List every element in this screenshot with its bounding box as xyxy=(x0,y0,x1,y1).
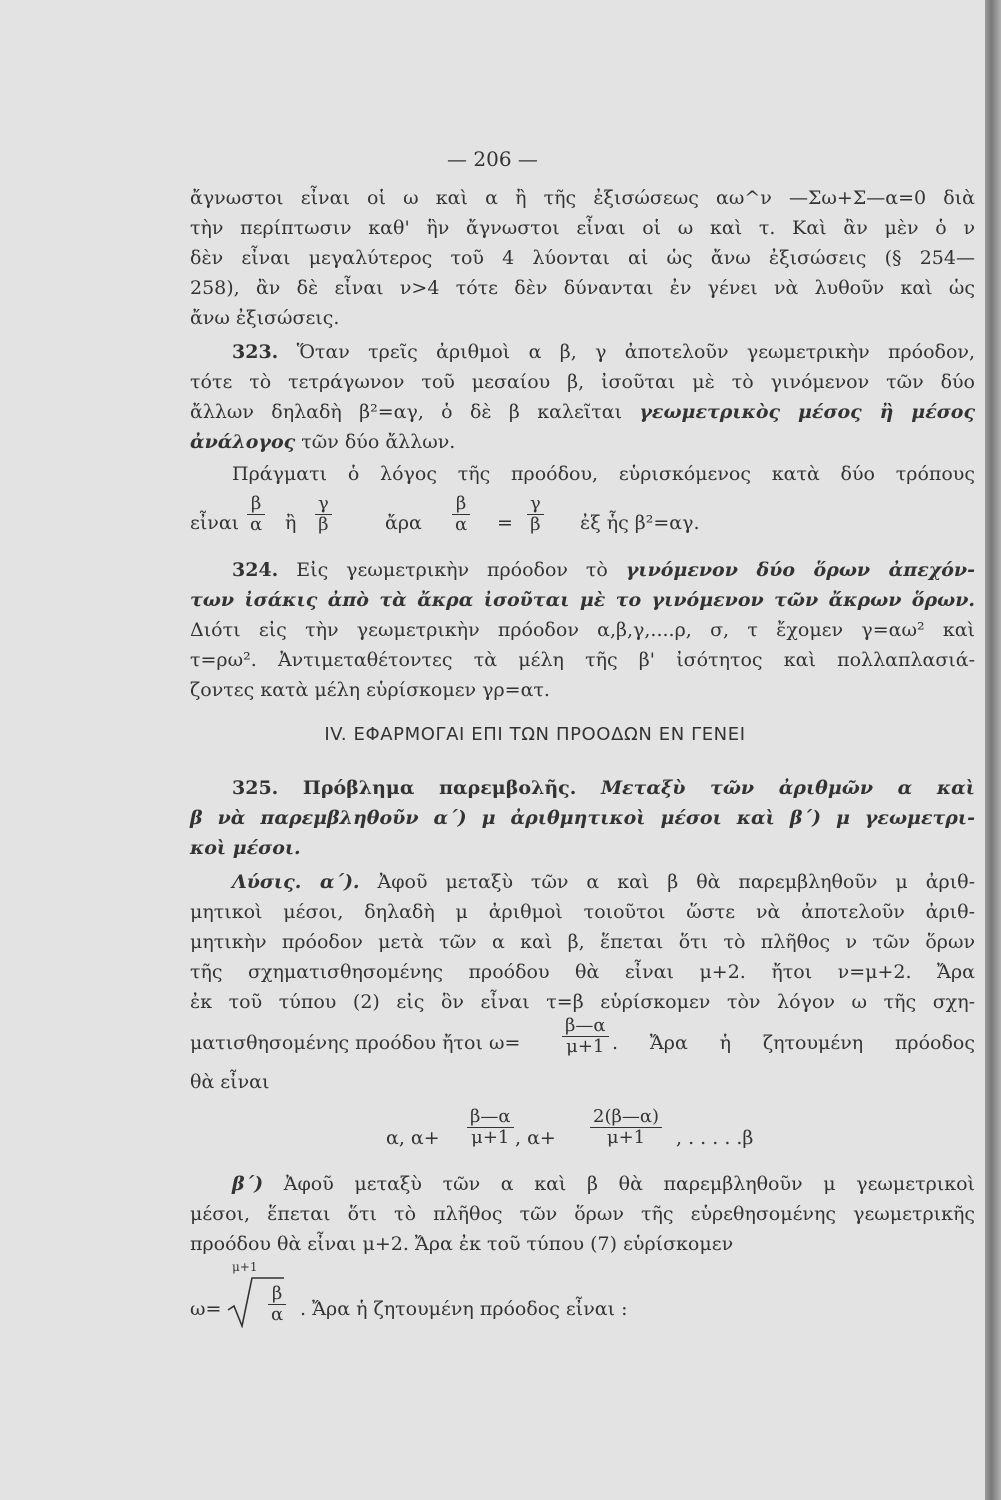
text-line: μητικὴν πρόοδον μετὰ τῶν α καὶ β, ἕπεται ὅτι τὸ πλῆθος ν τῶν ὅρων xyxy=(190,931,975,953)
text-line: ζοντες κατὰ μέλη εὑρίσκομεν γρ=ατ. xyxy=(190,679,550,701)
text-line: τῆς σχηματισθησομένης προόδου θὰ εἶναι μ+2. ἤτοι ν=μ+2. Ἄρα xyxy=(190,961,975,983)
text-line: τὴν περίπτωσιν καθ' ἣν ἄγνωστοι εἶναι οἱ ω καὶ τ. Καὶ ἂν μὲν ὁ ν xyxy=(190,217,975,239)
text-line: ἐκ τοῦ τύπου (2) εἰς ὃν εἶναι τ=β εὑρίσκομεν τὸν λόγον ω τῆς σχη- xyxy=(190,991,975,1013)
solution-line: Λύσις. α΄). Ἀφοῦ μεταξὺ τῶν α καὶ β θὰ παρεμβληθοῦν μ ἀριθ- xyxy=(232,871,976,893)
text-line: ἀνάλογος τῶν δύο ἄλλων. xyxy=(190,431,456,453)
text-line: των ἰσάκις ἀπὸ τὰ ἄκρα ἰσοῦται μὲ το γινόμενον τῶν ἄκρων ὅρων. xyxy=(190,589,975,611)
part-b-label: β΄) xyxy=(232,1173,264,1195)
text-line: . Ἄρα ἡ ζητουμένη πρόοδος εἶναι : xyxy=(300,1298,628,1320)
text-line: μέσοι, ἕπεται ὅτι τὸ πλῆθος τῶν ὅρων τῆς εὑρεθησομένης γεωμετρικῆς xyxy=(190,1203,975,1225)
page-edge xyxy=(985,0,1001,1500)
text-line: κοὶ μέσοι. xyxy=(190,837,301,859)
text-line: τ=ρω². Ἀντιμεταθέτοντες τὰ μέλη τῆς β' ἰσότητος καὶ πολλαπλασιά- xyxy=(190,649,975,671)
fraction: $\frac{\beta—\alpha}{\mu+1}$ xyxy=(467,1107,514,1148)
fraction: $\frac{\beta}{\alpha}$ xyxy=(247,494,265,535)
text-line: ματισθησομένης προόδου ἤτοι ω= xyxy=(190,1032,521,1054)
paragraph-325-line: 325. Πρόβλημα παρεμβολῆς. Μεταξὺ τῶν ἀριθμῶν α καὶ xyxy=(232,777,975,799)
section-heading: IV. ΕΦΑΡΜΟΓΑΙ ΕΠΙ ΤΩΝ ΠΡΟΟΔΩΝ ΕΝ ΓΕΝΕΙ xyxy=(324,724,746,745)
page-number: — 206 — xyxy=(447,147,538,171)
fraction-ratio: $\frac{\beta—\alpha}{\mu+1}$ xyxy=(562,1016,609,1057)
section-number-323: 323. xyxy=(232,341,279,363)
text-line: 258), ἂν δὲ εἶναι ν>4 τότε δὲν δύνανται ἐν γένει νὰ λυθοῦν καὶ ὡς xyxy=(190,277,975,299)
text-line: β νὰ παρεμβληθοῦν α΄) μ ἀριθμητικοὶ μέσοι καὶ β΄) μ γεωμετρι- xyxy=(190,807,975,829)
text-line: θὰ εἶναι xyxy=(190,1071,270,1093)
text-line: ἄνω ἐξισώσεις. xyxy=(190,307,340,329)
paragraph-324-line: 324. Εἰς γεωμετρικὴν πρόοδον τὸ γινόμενον δύο ὅρων ἀπεχόν- xyxy=(232,559,975,581)
fraction: $\frac{\gamma}{\beta}$ xyxy=(527,494,544,535)
text-line: Πράγματι ὁ λόγος τῆς προόδου, εὑρισκόμενος κατὰ δύο τρόπους xyxy=(232,463,975,485)
text-line: τότε τὸ τετράγωνον τοῦ μεσαίου β, ἰσοῦται μὲ τὸ γινόμενον τῶν δύο xyxy=(190,371,975,393)
section-number-324: 324. xyxy=(232,559,279,581)
text-line: δὲν εἶναι μεγαλύτερος τοῦ 4 λύονται αἱ ὡς ἄνω ἐξισώσεις (§ 254— xyxy=(190,247,975,269)
fraction: $\frac{\beta}{\alpha}$ xyxy=(452,494,470,535)
text-line: μητικοὶ μέσοι, δηλαδὴ μ ἀριθμοὶ τοιοῦτοι ὥστε νὰ ἀποτελοῦν ἀριθ- xyxy=(190,901,975,923)
term-geometric-mean: γεωμετρικὸς μέσος ἢ μέσος xyxy=(639,401,976,423)
problem-title: 325. Πρόβλημα παρεμβολῆς. xyxy=(232,777,577,799)
root-index: μ+1 xyxy=(232,1260,258,1274)
paragraph-323-line: 323. Ὅταν τρεῖς ἀριθμοὶ α β, γ ἀποτελοῦν γεωμετρικὴν πρόοδον, xyxy=(232,341,975,363)
text-line: ἄλλων δηλαδὴ β²=αγ, ὁ δὲ β καλεῖται γεωμετρικὸς μέσος ἢ μέσος xyxy=(190,401,976,423)
book-page: — 206 — ἄγνωστοι εἶναι οἱ ω καὶ α ἢ τῆς ἐξισώσεως αω^ν —Σω+Σ—α=0 διὰ τὴν περίπτωσιν καθ' ἣν ἄγνωστοι εἶναι οἱ ω καὶ τ. Καὶ ἂν μὲν ὁ ν δὲν εἶναι μεγαλύτερος τοῦ 4 λύονται αἱ ὡς ἄνω ἐξισώσεις (§ 254— 258), ἂν δὲ εἶναι ν>4 τότε δὲν δύνανται ἐν γένει νὰ λυθοῦν καὶ ὡς ἄνω ἐξισώσεις. 323. Ὅταν τρεῖς ἀριθμοὶ α β, γ ἀποτελοῦν γεωμετρικὴν πρόοδον, τότε τὸ τετράγωνον τοῦ μεσαίου β, ἰσοῦται μὲ τὸ γινόμενον τῶν δύο ἄλλων δηλαδὴ β²=αγ, ὁ δὲ β καλεῖται γεωμετρικὸς μέσος ἢ μέσος ἀνάλογος τῶν δύο ἄλλων. Πράγματι ὁ λόγος τῆς προόδου, εὑρισκόμενος κατὰ δύο τρόπους εἶναι $\frac{\beta}{\alpha}$ ἢ $\frac{\gamma}{\beta}$ ἄρα $\frac{\beta}{\alpha}$ = $\frac{\gamma}{\beta}$ ἐξ ἧς β²=αγ. 324. Εἰς γεωμετρικὴν πρόοδον τὸ γινόμενον δύο ὅρων ἀπεχόν- των ἰσάκις ἀπὸ τὰ ἄκρα ἰσοῦται μὲ το γινόμενον τῶν ἄκρων ὅρων. Διότι εἰς τὴν γεωμετρικὴν πρόοδον α,β,γ,....ρ, σ, τ ἔχομεν γ=αω² καὶ τ=ρω². Ἀντιμεταθέτοντες τὰ μέλη τῆς β' ἰσότητος καὶ πολλαπλασιά- ζοντες κατὰ μέλη εὑρίσκομεν γρ=ατ. IV. ΕΦΑΡΜΟΓΑΙ ΕΠΙ ΤΩΝ ΠΡΟΟΔΩΝ ΕΝ ΓΕΝΕΙ 325. Πρόβλημα παρεμβολῆς. Μεταξὺ τῶν ἀριθμῶν α καὶ β νὰ παρεμβληθοῦν α΄) μ ἀριθμητικοὶ μέσοι καὶ β΄) μ γεωμετρι- κοὶ μέσοι. Λύσις. α΄). Ἀφοῦ μεταξὺ τῶν α καὶ β θὰ παρεμβληθοῦν μ ἀριθ- μητικοὶ μέσοι, δηλαδὴ μ ἀριθμοὶ τοιοῦτοι ὥστε νὰ ἀποτελοῦν ἀριθ- μητικὴν πρόοδον μετὰ τῶν α καὶ β, ἕπεται ὅτι τὸ πλῆθος ν τῶν ὅρων τῆς σχηματισθησομένης προόδου θὰ εἶναι μ+2. ἤτοι ν=μ+2. Ἄρα ἐκ τοῦ τύπου (2) εἰς ὃν εἶναι τ=β εὑρίσκομεν τὸν λόγον ω τῆς σχη- ματισθησομένης προόδου ἤτοι ω= $\frac{\beta—\alpha}{\mu+1}$ . Ἄρα ἡ ζητουμένη πρόοδος θὰ εἶναι α, α+ $\frac{\beta—\alpha}{\mu+1}$ , α+ $\frac{2(\beta—\alpha)}{\mu+1}$ , . . . . .β β΄) Ἀφοῦ μεταξὺ τῶν α καὶ β θὰ παρεμβληθοῦν μ γεωμετρικοὶ μέσοι, ἕπεται ὅτι τὸ πλῆθος τῶν ὅρων τῆς εὑρεθησομένης γεωμετρικῆς προόδου θὰ εἶναι μ+2. Ἄρα ἐκ τοῦ τύπου (7) εὑρίσκομεν ω= μ+1 $\frac{\beta}{\alpha}$ . Ἄρα ἡ ζητουμένη πρόοδος εἶναι : xyxy=(0,0,985,1500)
fraction: $\frac{\gamma}{\beta}$ xyxy=(315,494,332,535)
solution-label: Λύσις. α΄). xyxy=(232,871,360,893)
text-line: . Ἄρα ἡ ζητουμένη πρόοδος xyxy=(612,1032,975,1054)
text-line: προόδου θὰ εἶναι μ+2. Ἄρα ἐκ τοῦ τύπου (7) εὑρίσκομεν xyxy=(190,1233,734,1255)
text-line: ἄγνωστοι εἶναι οἱ ω καὶ α ἢ τῆς ἐξισώσεως αω^ν —Σω+Σ—α=0 διὰ xyxy=(190,187,975,209)
part-b-line: β΄) Ἀφοῦ μεταξὺ τῶν α καὶ β θὰ παρεμβληθοῦν μ γεωμετρικοὶ xyxy=(232,1173,975,1195)
text-line: Διότι εἰς τὴν γεωμετρικὴν πρόοδον α,β,γ,....ρ, σ, τ ἔχομεν γ=αω² καὶ xyxy=(190,619,975,641)
fraction: $\frac{2(\beta—\alpha)}{\mu+1}$ xyxy=(590,1107,662,1148)
fraction: $\frac{\beta}{\alpha}$ xyxy=(268,1284,286,1325)
